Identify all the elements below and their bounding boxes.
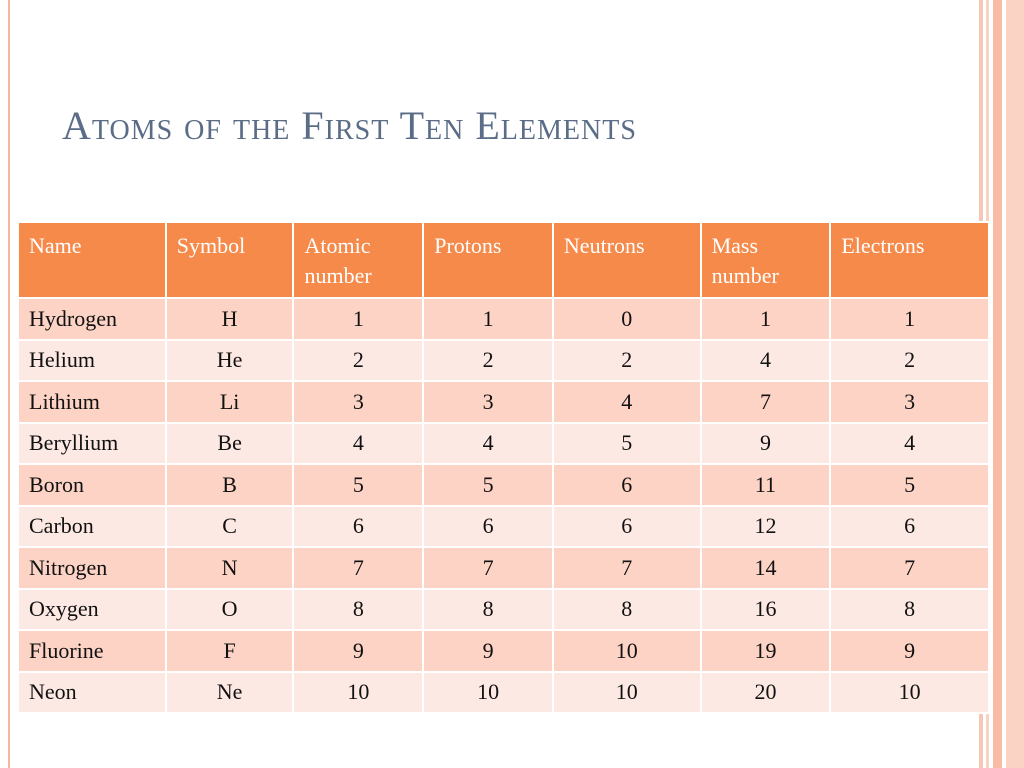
cell-atomic-number: 8 <box>293 589 423 631</box>
cell-symbol: B <box>166 464 294 506</box>
cell-neutrons: 0 <box>553 298 701 340</box>
cell-atomic-number: 9 <box>293 630 423 672</box>
cell-electrons: 4 <box>830 423 989 465</box>
cell-mass-number: 9 <box>701 423 831 465</box>
cell-protons: 7 <box>423 547 553 589</box>
cell-atomic-number: 10 <box>293 672 423 714</box>
cell-mass-number: 19 <box>701 630 831 672</box>
cell-atomic-number: 2 <box>293 340 423 382</box>
cell-name: Neon <box>18 672 166 714</box>
table-body <box>18 298 989 713</box>
cell-mass-number: 11 <box>701 464 831 506</box>
cell-symbol: C <box>166 506 294 548</box>
column-header-atomic-number: Atomic number <box>293 222 423 298</box>
cell-protons: 3 <box>423 381 553 423</box>
cell-name: Oxygen <box>18 589 166 631</box>
cell-name: Lithium <box>18 381 166 423</box>
cell-neutrons: 6 <box>553 464 701 506</box>
cell-mass-number: 14 <box>701 547 831 589</box>
column-header-protons: Protons <box>423 222 553 298</box>
cell-name: Helium <box>18 340 166 382</box>
elements-table <box>17 221 990 714</box>
cell-protons: 10 <box>423 672 553 714</box>
column-header-symbol: Symbol <box>166 222 294 298</box>
cell-electrons: 3 <box>830 381 989 423</box>
cell-electrons: 9 <box>830 630 989 672</box>
cell-protons: 9 <box>423 630 553 672</box>
table-row <box>18 630 989 672</box>
column-header-name: Name <box>18 222 166 298</box>
cell-name: Nitrogen <box>18 547 166 589</box>
cell-electrons: 7 <box>830 547 989 589</box>
cell-atomic-number: 4 <box>293 423 423 465</box>
cell-symbol: Li <box>166 381 294 423</box>
cell-atomic-number: 6 <box>293 506 423 548</box>
table-row <box>18 381 989 423</box>
cell-symbol: Ne <box>166 672 294 714</box>
cell-symbol: O <box>166 589 294 631</box>
cell-neutrons: 2 <box>553 340 701 382</box>
cell-protons: 1 <box>423 298 553 340</box>
cell-symbol: N <box>166 547 294 589</box>
cell-mass-number: 1 <box>701 298 831 340</box>
cell-symbol: H <box>166 298 294 340</box>
column-header-neutrons: Neutrons <box>553 222 701 298</box>
cell-protons: 4 <box>423 423 553 465</box>
cell-protons: 5 <box>423 464 553 506</box>
cell-electrons: 2 <box>830 340 989 382</box>
left-frame-line <box>8 0 10 768</box>
cell-electrons: 5 <box>830 464 989 506</box>
cell-neutrons: 7 <box>553 547 701 589</box>
table-header-row <box>18 222 989 298</box>
cell-name: Boron <box>18 464 166 506</box>
cell-electrons: 10 <box>830 672 989 714</box>
cell-neutrons: 10 <box>553 630 701 672</box>
cell-mass-number: 16 <box>701 589 831 631</box>
table-row <box>18 589 989 631</box>
cell-atomic-number: 3 <box>293 381 423 423</box>
cell-mass-number: 12 <box>701 506 831 548</box>
cell-symbol: F <box>166 630 294 672</box>
cell-protons: 2 <box>423 340 553 382</box>
cell-mass-number: 7 <box>701 381 831 423</box>
cell-symbol: Be <box>166 423 294 465</box>
cell-electrons: 8 <box>830 589 989 631</box>
table-row <box>18 672 989 714</box>
cell-name: Fluorine <box>18 630 166 672</box>
cell-name: Carbon <box>18 506 166 548</box>
table-row <box>18 506 989 548</box>
table-row <box>18 298 989 340</box>
cell-symbol: He <box>166 340 294 382</box>
cell-electrons: 1 <box>830 298 989 340</box>
cell-neutrons: 5 <box>553 423 701 465</box>
column-header-mass-number: Mass number <box>701 222 831 298</box>
right-decor-stripe <box>993 0 1002 768</box>
cell-name: Hydrogen <box>18 298 166 340</box>
cell-neutrons: 6 <box>553 506 701 548</box>
table-row <box>18 423 989 465</box>
cell-name: Beryllium <box>18 423 166 465</box>
cell-atomic-number: 1 <box>293 298 423 340</box>
cell-electrons: 6 <box>830 506 989 548</box>
cell-protons: 8 <box>423 589 553 631</box>
cell-neutrons: 10 <box>553 672 701 714</box>
cell-atomic-number: 5 <box>293 464 423 506</box>
table-row <box>18 547 989 589</box>
table-row <box>18 464 989 506</box>
cell-neutrons: 8 <box>553 589 701 631</box>
cell-mass-number: 20 <box>701 672 831 714</box>
cell-protons: 6 <box>423 506 553 548</box>
slide-title: Atoms of the First Ten Elements <box>62 103 637 148</box>
table-row <box>18 340 989 382</box>
cell-mass-number: 4 <box>701 340 831 382</box>
cell-atomic-number: 7 <box>293 547 423 589</box>
cell-neutrons: 4 <box>553 381 701 423</box>
right-decor-stripe <box>1006 0 1024 768</box>
column-header-electrons: Electrons <box>830 222 989 298</box>
